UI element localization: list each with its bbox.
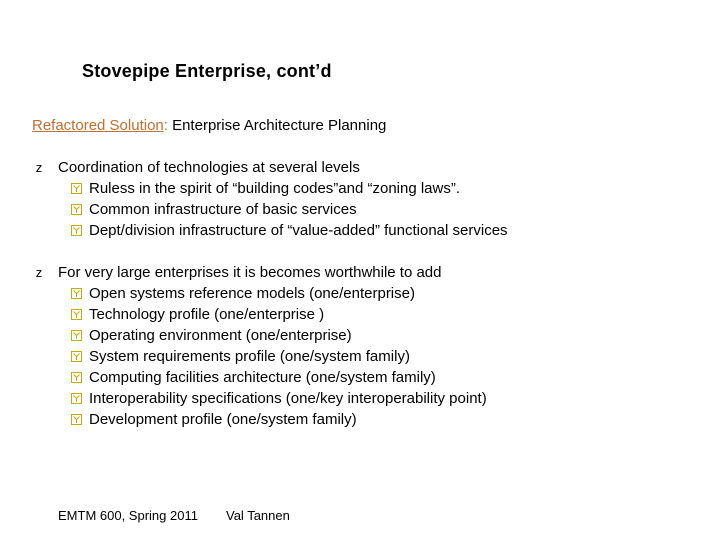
subtitle-rest: Enterprise Architecture Planning — [167, 117, 387, 134]
checkbox-icon — [71, 204, 82, 215]
refactored-solution-link[interactable]: Refactored Solution — [32, 117, 164, 134]
sub-bullet-item — [32, 304, 487, 325]
checkbox-icon — [71, 225, 82, 236]
checkbox-icon — [71, 393, 82, 404]
sub-bullet-text: Common infrastructure of basic services — [89, 201, 357, 218]
bullet-item — [32, 262, 487, 283]
sub-bullet-text: Operating environment (one/enterprise) — [89, 327, 352, 344]
bullet-text: For very large enterprises it is becomes worthwhile to add — [58, 264, 442, 281]
bullet-group-1 — [32, 157, 508, 241]
bullet-marker-icon: z — [35, 265, 43, 280]
checkbox-icon — [71, 183, 82, 194]
sub-bullet-text: Dept/division infrastructure of “value-added” functional services — [89, 222, 508, 239]
checkbox-icon — [71, 309, 82, 320]
checkbox-icon — [71, 330, 82, 341]
footer-author: Val Tannen — [226, 508, 290, 523]
bullet-text: Coordination of technologies at several levels — [58, 159, 360, 176]
bullet-group-2 — [32, 262, 487, 430]
checkbox-icon — [71, 414, 82, 425]
sub-bullet-text: Computing facilities architecture (one/system family) — [89, 369, 436, 386]
sub-bullet-text: System requirements profile (one/system family) — [89, 348, 410, 365]
sub-bullet-item — [32, 220, 508, 241]
bullet-item — [32, 157, 508, 178]
subtitle-colon: : — [163, 117, 168, 134]
slide-title: Stovepipe Enterprise, cont’d — [82, 61, 332, 81]
sub-bullet-item — [32, 367, 487, 388]
sub-bullet-item — [32, 325, 487, 346]
sub-bullet-text: Ruless in the spirit of “building codes”and “zoning laws”. — [89, 180, 461, 197]
bullet-marker-icon: z — [35, 160, 43, 175]
sub-bullet-text: Technology profile (one/enterprise ) — [89, 306, 325, 323]
footer-course: EMTM 600, Spring 2011 — [58, 508, 198, 523]
checkbox-icon — [71, 288, 82, 299]
sub-bullet-item — [32, 178, 508, 199]
sub-bullet-item — [32, 388, 487, 409]
sub-bullet-item — [32, 199, 508, 220]
sub-bullet-item — [32, 283, 487, 304]
sub-bullet-item — [32, 409, 487, 430]
checkbox-icon — [71, 372, 82, 383]
checkbox-icon — [71, 351, 82, 362]
sub-bullet-text: Interoperability specifications (one/key interoperability point) — [89, 390, 487, 407]
sub-bullet-text: Development profile (one/system family) — [89, 411, 357, 428]
sub-bullet-item — [32, 346, 487, 367]
sub-bullet-text: Open systems reference models (one/enterprise) — [89, 285, 415, 302]
subtitle — [32, 117, 386, 134]
